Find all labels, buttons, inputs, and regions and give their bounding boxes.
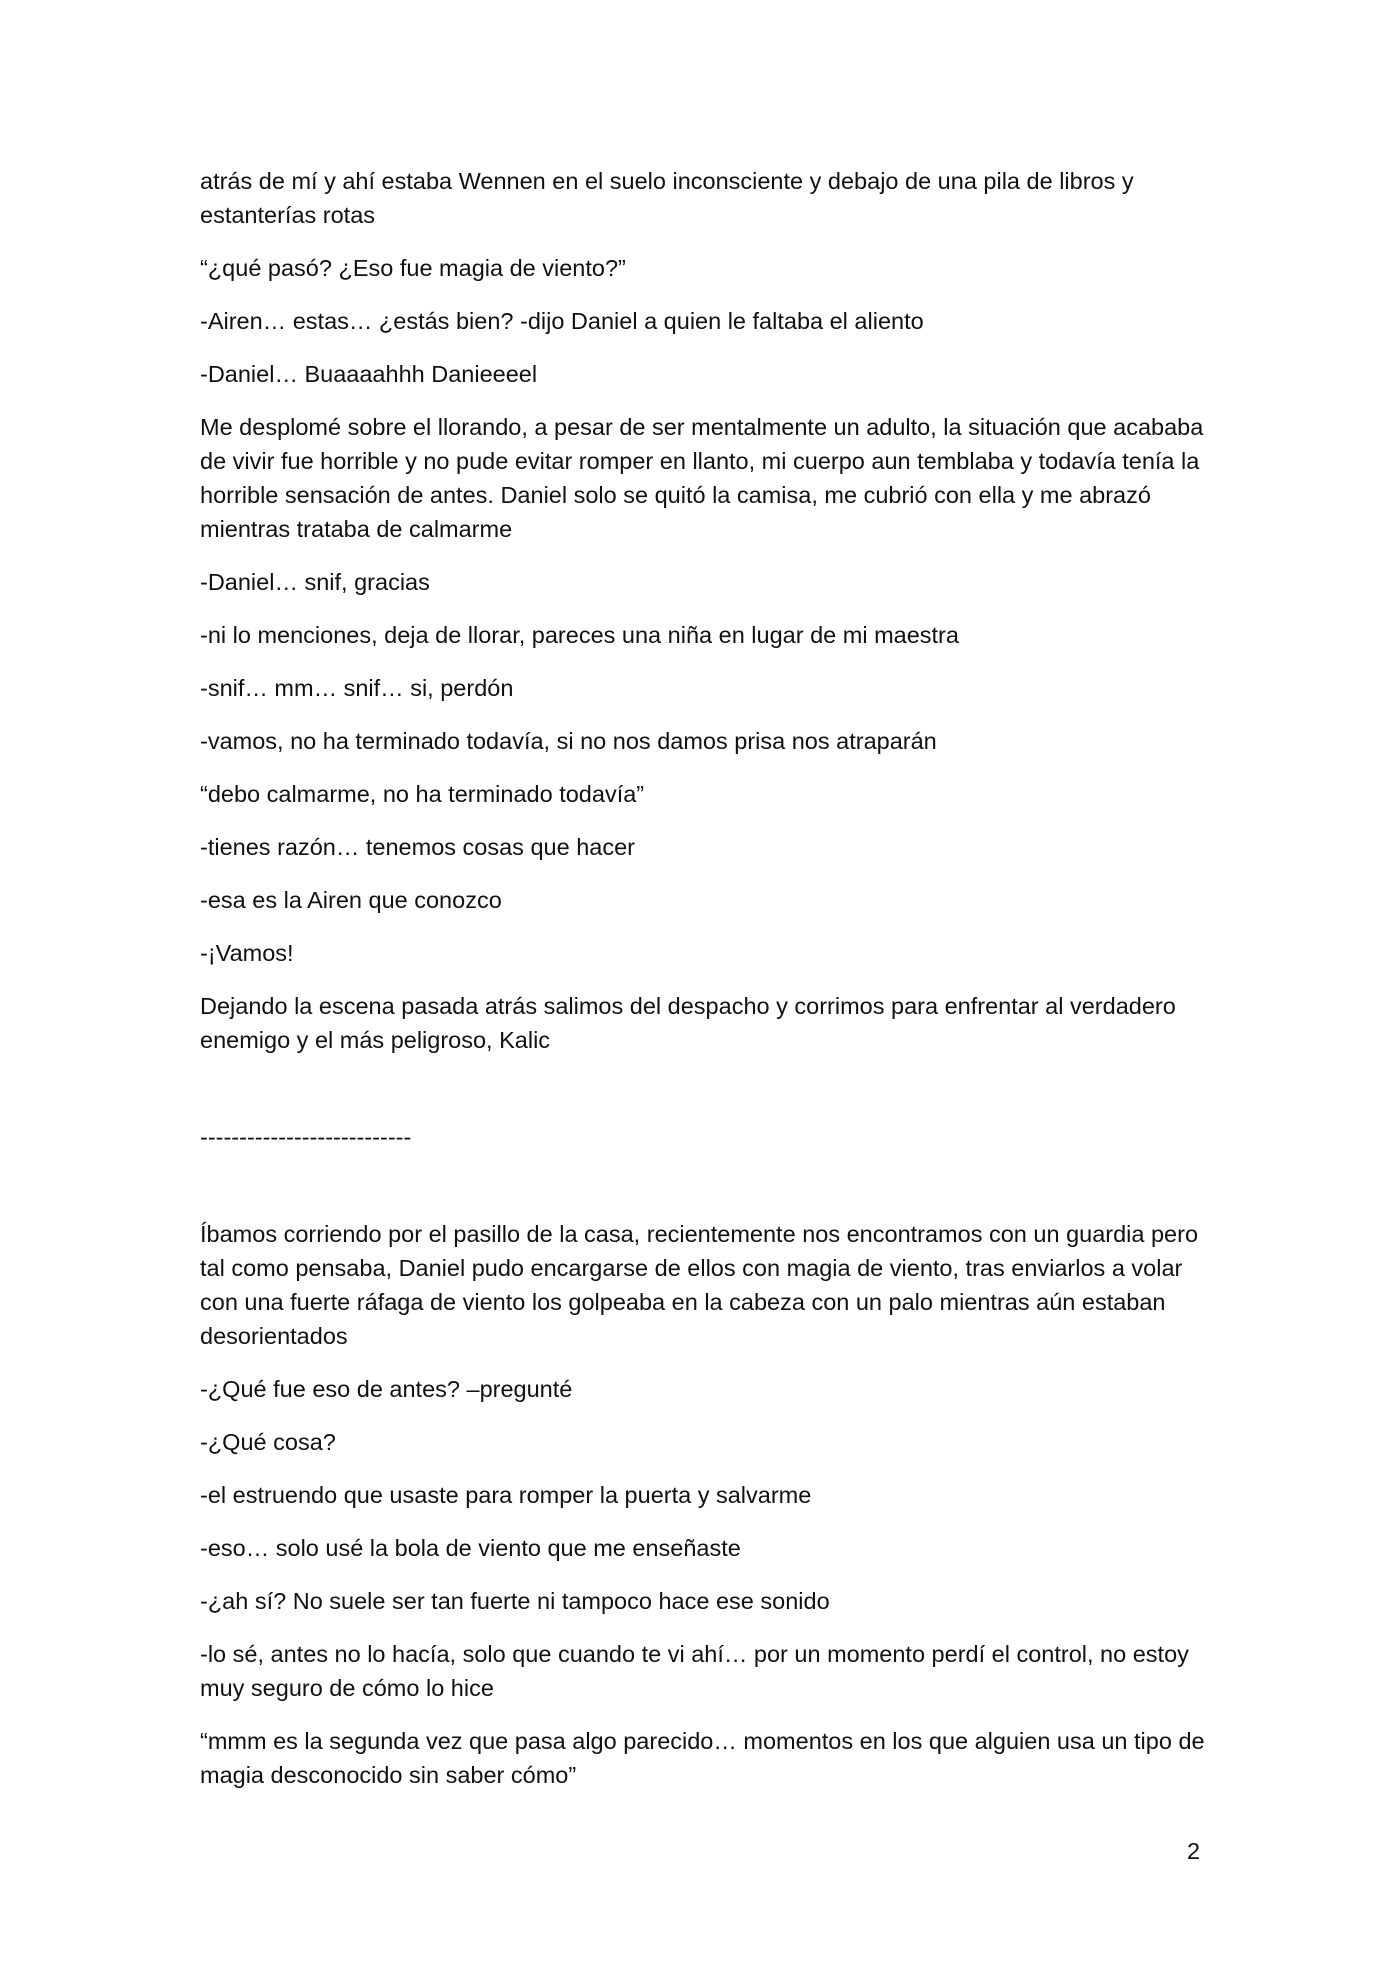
paragraph: -lo sé, antes no lo hacía, solo que cuando te vi ahí… por un momento perdí el control, no estoy muy seguro de cómo lo hice	[200, 1641, 1189, 1701]
paragraph: -esa es la Airen que conozco	[200, 887, 502, 913]
paragraph: -Daniel… snif, gracias	[200, 569, 430, 595]
paragraph: -Daniel… Buaaaahhh Danieeeel	[200, 361, 538, 387]
body-text	[200, 164, 1210, 1811]
paragraph: -eso… solo usé la bola de viento que me enseñaste	[200, 1535, 741, 1561]
section-separator: ---------------------------	[200, 1124, 412, 1150]
paragraph: -¿Qué fue eso de antes? –pregunté	[200, 1376, 573, 1402]
paragraph: -ni lo menciones, deja de llorar, pareces una niña en lugar de mi maestra	[200, 622, 959, 648]
paragraph: -el estruendo que usaste para romper la puerta y salvarme	[200, 1482, 812, 1508]
paragraph: Dejando la escena pasada atrás salimos del despacho y corrimos para enfrentar al verdadero enemigo y el más peligroso, Kalic	[200, 993, 1176, 1053]
paragraph: Me desplomé sobre el llorando, a pesar de ser mentalmente un adulto, la situación que acababa de vivir fue horrible y no pude evitar romper en llanto, mi cuerpo aun temblaba y todavía tenía la horrible sensación de antes. Daniel solo se quitó la camisa, me cubrió con ella y me abrazó mientras trataba de calmarme	[200, 414, 1204, 542]
paragraph: atrás de mí y ahí estaba Wennen en el suelo inconsciente y debajo de una pila de libros y estanterías rotas	[200, 168, 1134, 228]
paragraph: -¿ah sí? No suele ser tan fuerte ni tampoco hace ese sonido	[200, 1588, 830, 1614]
paragraph: -Airen… estas… ¿estás bien? -dijo Daniel a quien le faltaba el aliento	[200, 308, 924, 334]
page-number: 2	[1187, 1838, 1201, 1864]
paragraph: “mmm es la segunda vez que pasa algo parecido… momentos en los que alguien usa un tipo de magia desconocido sin saber cómo”	[200, 1728, 1205, 1788]
paragraph: “debo calmarme, no ha terminado todavía”	[200, 781, 645, 807]
paragraph: Íbamos corriendo por el pasillo de la casa, recientemente nos encontramos con un guardia pero tal como pensaba, Daniel pudo encargarse de ellos con magia de viento, tras enviarlos a volar con una fuerte ráfaga de viento los golpeaba en la cabeza con un palo mientras aún estaban desorientados	[200, 1221, 1199, 1349]
paragraph: -¿Qué cosa?	[200, 1429, 336, 1455]
paragraph: -snif… mm… snif… si, perdón	[200, 675, 514, 701]
paragraph: “¿qué pasó? ¿Eso fue magia de viento?”	[200, 255, 626, 281]
paragraph: -tienes razón… tenemos cosas que hacer	[200, 834, 635, 860]
paragraph: -¡Vamos!	[200, 940, 294, 966]
paragraph: -vamos, no ha terminado todavía, si no nos damos prisa nos atraparán	[200, 728, 937, 754]
